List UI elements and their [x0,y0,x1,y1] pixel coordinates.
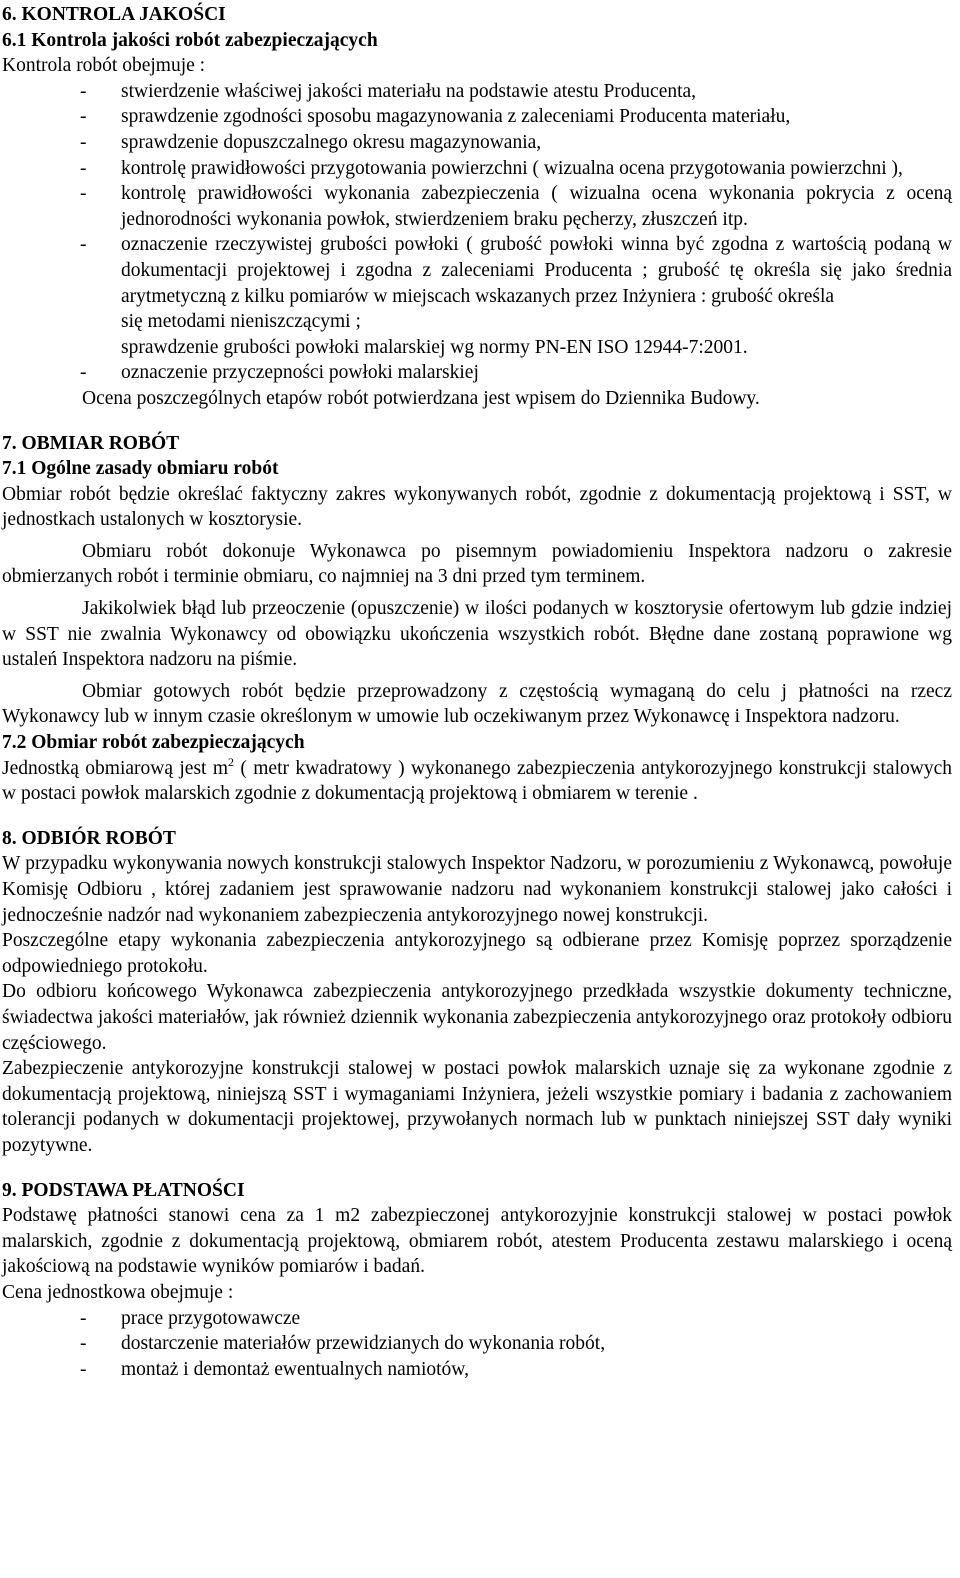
dash: - [80,1307,87,1329]
list-item-text: prace przygotowawcze [121,1307,301,1329]
superscript: 2 [228,754,235,769]
dash: - [80,1333,87,1355]
paragraph: Obmiar gotowych robót będzie przeprowadzony z częstością wymaganą do celu j płatności na rzecz Wykonawcy lub w innym czasie określonym w umowie lub oczekiwanym przez Wykonawcę i Inspektora nadzoru. [2,680,952,728]
section-6-intro: Kontrola robót obejmuje : [2,55,206,77]
paragraph: Poszczególne etapy wykonania zabezpieczenia antykorozyjnego są odbierane przez Komisję poprzez sporządzenie odpowiedniego protokołu. [2,930,952,977]
section-7-1-title: 7.1 Ogólne zasady obmiaru robót [2,458,279,480]
list-item-text: kontrolę prawidłowości wykonania zabezpieczenia ( wizualna ocena wykonania pokrycia z oceną jednorodności wykonania powłok, stwierdzeniem braku pęcherzy, złuszczeń itp. [121,183,952,230]
section-9-title: 9. PODSTAWA PŁATNOŚCI [2,1179,245,1201]
paragraph: Podstawę płatności stanowi cena za 1 m2 zabezpieczonej antykorozyjnie konstrukcji stalowej w postaci powłok malarskich, zgodnie z dokumentacją projektową, obmiarem robót, atestem Producenta zestawu malarskiego i oceną jakościową na podstawie wyników pomiarów i badań. [2,1205,952,1278]
list-item [2,1306,952,1332]
paragraph [2,756,952,807]
section-8-title: 8. ODBIÓR ROBÓT [2,827,176,849]
paragraph: Do odbioru końcowego Wykonawca zabezpieczenia antykorozyjnego przedkłada wszystkie dokumenty techniczne, świadectwa jakości materiałów, jak również dziennik wykonania zabezpieczenia antykorozyjnego oraz protokoły odbioru częściowego. [2,981,952,1054]
dash: - [80,157,87,179]
paragraph: Obmiar robót będzie określać faktyczny zakres wykonywanych robót, zgodnie z dokumentacją projektową i SST, w jednostkach ustalonych w kosztorysie. [2,483,952,531]
list-item [2,1357,952,1383]
list-item [2,130,952,156]
list-item-text: sprawdzenie dopuszczalnego okresu magazynowania, [121,131,542,153]
dash: - [80,80,87,102]
quality-control-list [2,79,952,386]
list-item [2,360,952,386]
paragraph-text: Jednostką obmiarową jest m [2,757,229,779]
spacer [2,412,952,431]
section-6-1-title: 6.1 Kontrola jakości robót zabezpieczających [2,29,378,51]
document-page [2,2,952,1382]
list-item [2,232,952,360]
section-7-title: 7. OBMIAR ROBÓT [2,432,180,454]
list-item [2,104,952,130]
dash: - [80,1358,87,1380]
paragraph: Zabezpieczenie antykorozyjne konstrukcji stalowej w postaci powłok malarskich uznaje się za wykonane zgodnie z dokumentacją projektową, niniejszą SST i wymaganiami Inżyniera, jeżeli wszystkie pomiary i badania z zachowaniem tolerancji podanych w dokumentacji projektowej, przywołanych normach lub w punktach niniejszej SST dały wyniki pozytywne. [2,1058,952,1156]
spacer [2,1159,952,1178]
spacer [2,807,952,826]
list-item-text: oznaczenie przyczepności powłoki malarskiej [121,362,479,384]
dash: - [80,106,87,128]
dash: - [80,234,87,256]
paragraph: W przypadku wykonywania nowych konstrukcji stalowych Inspektor Nadzoru, w porozumieniu z Wykonawcą, powołuje Komisję Odbioru , której zadaniem jest sprawowanie nadzoru nad wykonaniem konstrukcji stalowej jako całości i jednocześnie nadzór nad wykonaniem zabezpieczenia antykorozyjnego nowej konstrukcji. [2,853,952,926]
list-item-text: sprawdzenie grubości powłoki malarskiej wg normy PN-EN ISO 12944-7:2001. [121,336,748,358]
dash: - [80,362,87,384]
list-item-text: sprawdzenie zgodności sposobu magazynowania z zaleceniami Producenta materiału, [121,106,791,128]
dash: - [80,131,87,153]
paragraph-text: ( metr kwadratowy ) wykonanego zabezpieczenia antykorozyjnego konstrukcji stalowych w postaci powłok malarskich zgodnie z dokumentacją projektową i obmiarem w terenie . [2,757,952,805]
section-9-intro: Cena jednostkowa obejmuje : [2,1281,234,1303]
list-item-text: dostarczenie materiałów przewidzianych do wykonania robót, [121,1333,606,1355]
section-6-title: 6. KONTROLA JAKOŚCI [2,4,226,25]
list-item [2,156,952,182]
paragraph: Obmiaru robót dokonuje Wykonawca po pisemnym powiadomieniu Inspektora nadzoru o zakresie obmierzanych robót i terminie obmiaru, co najmniej na 3 dni przed tym terminem. [2,540,952,588]
list-item-text: oznaczenie rzeczywistej grubości powłoki ( grubość powłoki winna być zgodna z wartością podaną w dokumentacji projektowej i zgodna z zaleceniami Producenta ; grubość tę określa się jako średnia arytmetyczną z kilku pomiarów w miejscach wskazanych przez Inżyniera : grubość określa [121,234,952,307]
list-item-text: stwierdzenie właściwej jakości materiału na podstawie atestu Producenta, [121,80,697,102]
price-includes-list [2,1306,952,1383]
section-6-closing: Ocena poszczególnych etapów robót potwierdzana jest wpisem do Dziennika Budowy. [82,387,760,409]
paragraph: Jakikolwiek błąd lub przeoczenie (opuszczenie) w ilości podanych w kosztorysie ofertowym lub gdzie indziej w SST nie zwalnia Wykonawcy od obowiązku ukończenia wszystkich robót. Błędne dane zostaną poprawione wg ustaleń Inspektora nadzoru na piśmie. [2,598,952,671]
list-item [2,79,952,105]
section-7-2-title: 7.2 Obmiar robót zabezpieczających [2,732,305,754]
list-item [2,181,952,232]
dash: - [80,183,87,205]
list-item-text: kontrolę prawidłowości przygotowania powierzchni ( wizualna ocena przygotowania powierzchni ), [121,157,903,179]
list-item-text: montaż i demontaż ewentualnych namiotów, [121,1358,470,1380]
list-item [2,1331,952,1357]
list-item-text: się metodami nieniszczącymi ; [121,311,361,333]
